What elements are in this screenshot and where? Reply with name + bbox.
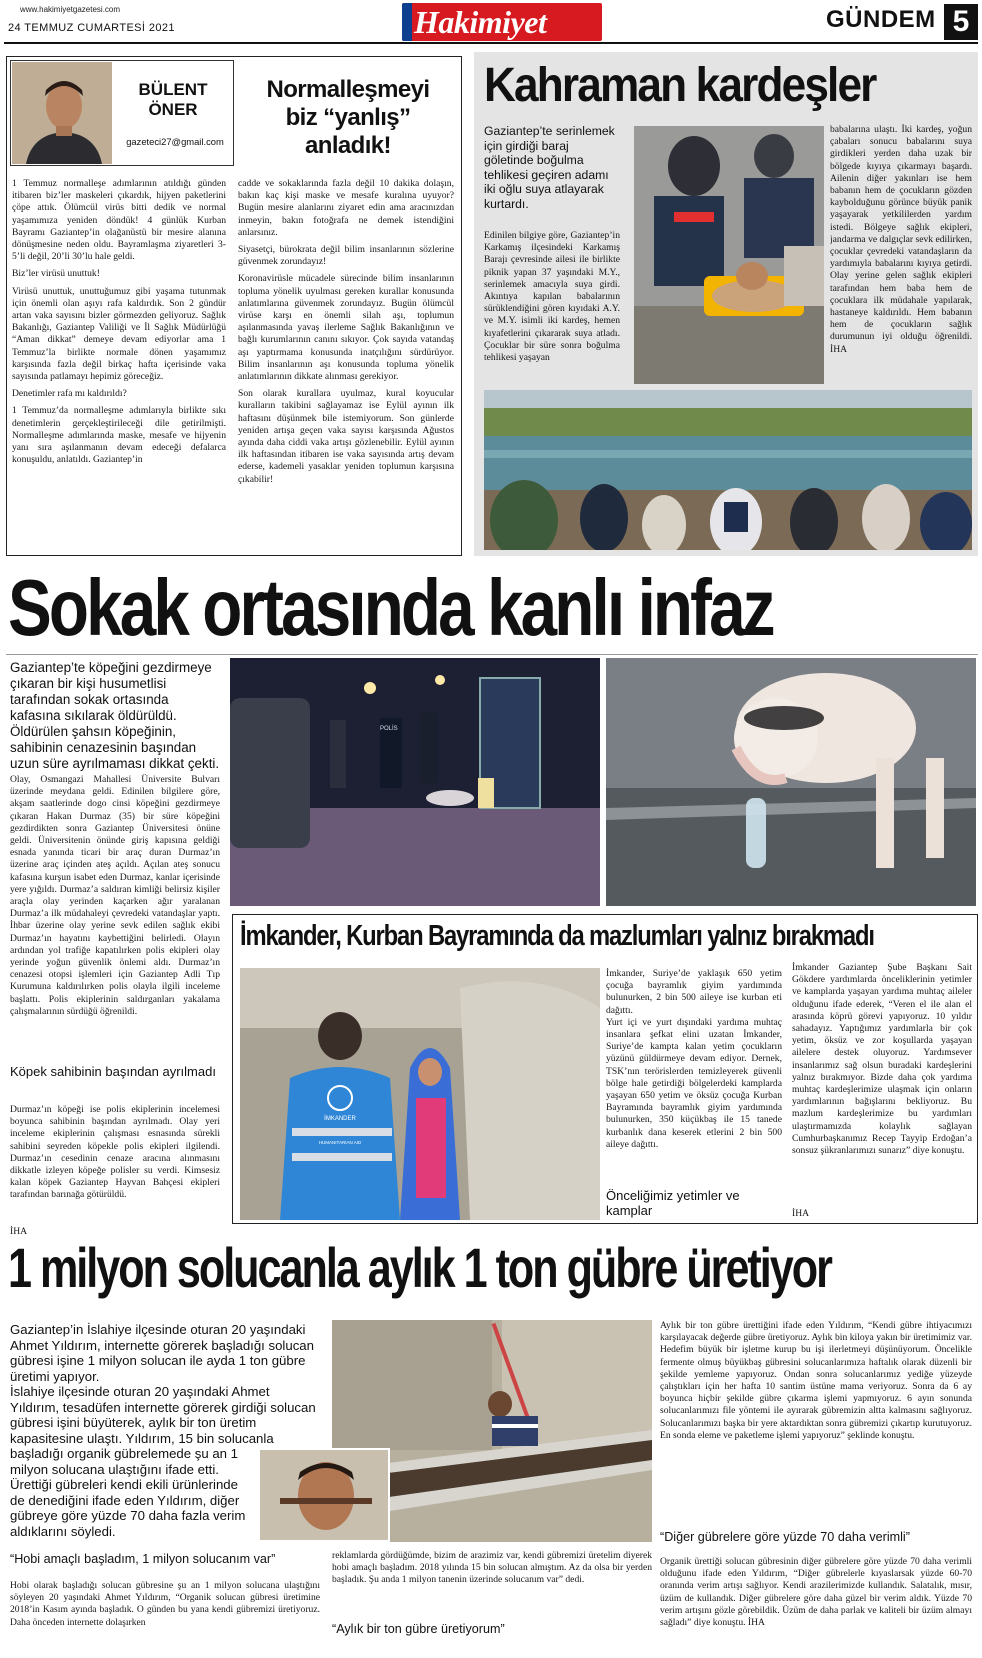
solucan-text-right2: Organik ürettiği solucan gübresinin diğer gübrelere göre yüzde 70 daha verimli olduğunu ifade eden Yıldırım, “Diğer gübrelerle kıyaslarsak yüzde 60-70 oranında verim artışı sağlıyor. Kendi arazilerimizde kullandık. Salatalık, mısır, üzüm de kullandık. Diğer gübrelere göre daha güzel bir verim aldık. Yüzde 70 verim artışını gözle görebildik. Üzüm de daha parlak ve kaliteli bir üzüm almayı sağladı” diye konuştu. İHA	[660, 1556, 972, 1629]
portrait-photo	[258, 1448, 390, 1542]
solucan-headline: 1 milyon solucanla aylık 1 ton gübre üretiyor	[8, 1236, 831, 1299]
column-text-right	[238, 178, 454, 552]
solucan-text-right1: Aylık bir ton gübre ürettiğini ifade eden Yıldırım, “Kendi gübre ihtiyacımızı karşılayacak değerde gübre üretiyoruz. Aylık bin kiloya yakın bir üretimimiz var. Hedefim büyük bir işletme kurup bu işi ilerletmeyi düşünüyorum. Öncelikle fermente olmuş büyükbaş gübresini solucanlarımıza haftalık olarak düzenli bir şekilde yemleme yapıyoruz. Ondan sonra solucanlarımız yediğe yüzeyde çalıştıkları için her hafta 10 santim üstüne mama veriyoruz. Sonra da 6 ay boyunca hiçbir şekilde gübre çıkarma işlemi yapmıyoruz. 6 ayın sonunda solucanlarımızı file yöntemi ile ayırarak gübremizin altta kalmasını sağlıyoruz. Solucanlarımızı başka bir yere aktardıktan sonra gübremizi çıkartıp kurutuyoruz. En sonda eleme ve paketleme işlemi yapıyoruz” şeklinde konuştu.	[660, 1320, 972, 1441]
solucan-subhead2: “Aylık bir ton gübre üretiyorum”	[332, 1622, 505, 1636]
imkander-headline: İmkander, Kurban Bayramında da mazlumları yalnız bırakmadı	[240, 920, 874, 952]
section-label: GÜNDEM	[826, 6, 936, 33]
imkander-paragraph: Yurt içi ve yurt dışındaki yardıma muhtaç insanlara şefkat elini uzatan İmkander, Suriye’de kampta kalan yetim çocukların yüzünü güldürmeye devam ediyor. Dernek, TSK’nın terörislerden temizleyerek güvenli bölge hale getirdiği bölgelerdeki kamplarda yaşayan 650 yetim ve öksüz çocuğa Kurban Bayramında bayramlık giyim yardımında bulunurken, 350 küçükbaş ile 15 tanede kurbanlık dana keserek etlerini 2 bin 500 aileye dağıttı.	[606, 1016, 782, 1150]
issue-date: 24 TEMMUZ CUMARTESİ 2021	[8, 22, 175, 34]
column-title-line3: anladık!	[305, 132, 391, 159]
kahraman-text-right: babalarına ulaştı. İki kardeş, yoğun çabaları sonucu babalarını suya girdikleri yerden daha uzak bir bölgede kıyıya çıkarmayı başardı. Ailenin diğer yakınları ise hem babanın hem de çocukların gözden kaybolduğunu görünce büyük panik yaşayarak yetkililerden yardım istedi. Bölgeye sağlık ekipleri, jandarma ve dalgıçlar sevk edilirken, çocuklar çevredeki vatandaşların da yardımıyla babalarını kıyıya getirdi. Olay yerine gelen sağlık ekipleri tarafından hem baba hem de çocuklara ilk müdahale yapılarak, hastaneye kaldırıldı. Hem babanın hem de çocukların sağlık durumunun iyi olduğu öğrenildi. İHA	[830, 124, 972, 355]
kahraman-lead: Gaziantep’te serinlemek için girdiği baraj göletinde boğulma tehlikesi geçiren adamı iki oğlu suya atlayarak kurtardı.	[484, 124, 615, 211]
crime-scene-photo	[230, 658, 600, 906]
column-paragraph: 1 Temmuz’da normalleşme adımlarıyla birlikte sıkı denetimlerin gerçekleştirileceği dile getirilmişti. Normalleşme adımlarında maske, mesafe ve hijyenin yanı sıra aşılanmanın devam edeceği defalarca konuşuldu, anlatıldı. Gaziantep’in	[12, 405, 226, 466]
logo-text: Hakimiyet	[414, 4, 547, 40]
column-subhead: Biz’ler virüsü unuttuk!	[12, 268, 100, 280]
author-email[interactable]: gazeteci27@gmail.com	[126, 136, 224, 147]
sokak-subhead: Köpek sahibinin başından ayrılmadı	[10, 1064, 216, 1079]
sokak-rule	[6, 654, 978, 655]
solucan-subhead3: “Diğer gübrelere göre yüzde 70 daha verimli”	[660, 1530, 910, 1544]
rescue-photo	[634, 126, 824, 384]
column-title-line1: Normalleşmeyi	[266, 76, 430, 103]
sokak-body2: Durmaz’ın köpeği ise polis ekiplerinin incelemesi boyunca sahibinin başından ayrılmadı. Olay yeri inceleme ekiplerinin çalışması esnasında sürekli sahibini seyreden köpekle polis ekipleri ilgilendi. Durmaz’ın cesedinin cenaze aracına alınmasını dikkatle izleyen köpeğe polisler su verdi. Kimsesiz kalan köpek Gaziantep Hayvan Bahçesi ekipleri tarafından barınağa götürüldü.	[10, 1104, 220, 1201]
imkander-photo	[240, 968, 600, 1220]
column-paragraph: cadde ve sokaklarında fazla değil 10 dakika dolaşın, bakın kaç kişi maske ve mesafe kuralına uyuyor? Bugün mesire alanlarını ziyaret edin ama aracınızdan inmeyin, bakın fotoğrafa ne demek istendiğini anlarsınız.	[238, 178, 454, 238]
imkander-text-right: İmkander Gaziantep Şube Başkanı Sait Gökdere yardımlarda önceliklerinin yetimler ve kamplarda yaşayan yardıma muhtaç aileler olduğunu ifade ederek, “Veren el ile alan el arasında köprü görevi yapıyoruz. 10 yıldır sahadayız. Yaptığımız yardımlarla bir çok yetim, öksüz ve zor koşullarda yaşayan ailelere destek oluyoruz. Yardımsever insanlarımız sağ olsun buradaki kardeşlerini yalnız bırakmıyor. Bizde daha çok yardıma muhtaç kardeşlerimize ulaşmak için onların yardımlarının bağışlarını bekliyoruz. Bu mazlum kardeşlerimize bu yardımları ulaştırmamızda kolaylık sağlayan Cumhurbaşkanımız Recep Tayyip Erdoğan’a sonsuz şükranlarımızı sunarız” diye konuştu.	[792, 962, 972, 1157]
column-subhead: Denetimler rafa mı kaldırıldı?	[12, 388, 127, 400]
column-paragraph: Virüsü unuttuk, unuttuğumuz gibi yaşama tutunmak için önemli olan aşıyı rafa kaldırdık. Son 2 gündür artan vaka sayısını bizler görmezden geliyoruz. Sağlık Bakanlığı, Gaziantep Valiliği ve İl Sağlık Müdürlüğü “Aman dikkat” demeye devam ediyorlar ama 1 Temmuz’la birlikte normale dönen yaşamımız karşısında fazla değil birkaç hafta içerisinde vaka sayısında patlamayı hepimiz göreceğiz.	[12, 285, 226, 383]
imkander-credit: İHA	[792, 1208, 810, 1219]
column-paragraph: 1 Temmuz normalleşe adımlarının atıldığı günden itibaren biz’ler maskeleri çıkardık, hijyen paketlerini çöpe attık. Ölümcül virüs bitti dedik ve normal yaşamımıza yeniden döndük! 4 günlük Kurban Bayramı Gaziantep’in olağanüstü bir mesire alanına dönüşmesine neden oldu. Bayramlaşma ziyaretleri 3-5’li değil, 20’li 30’lu hale geldi.	[12, 178, 226, 263]
solucan-lead2a: İslahiye ilçesinde oturan 20 yaşındaki Ahmet Yıldırım, tesadüfen internette görerek girdiği solucan gübresi işini büyüterek, aylık bir ton üretim kapasitesine ulaştı. Yıldırım, 15 bin solucanla	[10, 1384, 316, 1446]
page-number: 5	[952, 5, 970, 38]
vest-aid-text: HUMANITARIAN AID	[318, 1140, 362, 1145]
vest-logo-text: İMKANDER	[324, 1116, 356, 1122]
column-subhead: Siyasetçi, bürokrata değil bilim insanlarının sözlerine güvenmek zorundayız!	[238, 244, 454, 268]
kahraman-text-left: Edinilen bilgiye göre, Gaziantep’in Karkamış ilçesindeki Karkamış Barajı çevresinde ailesi ile birlikte piknik yapan 37 yaşındaki M.Y., serinlemek amacıyla suya girdi. Akıntıya kapılan babalarının sürüklendiğini gören kıyıdaki A.Y. ve M.Y. isimli iki kardeş, hemen kıyafetlerini çıkararak suya atladı. Çocuklar bir süre sonra boğulma tehlikesi yaşayan	[484, 230, 620, 364]
police-vest-label: POLİS	[380, 726, 398, 732]
author-last-name: ÖNER	[148, 100, 198, 119]
imkander-text-mid	[606, 968, 782, 1190]
column-title	[238, 76, 458, 160]
logo	[402, 3, 602, 41]
masthead-rule	[4, 42, 978, 44]
website-url: www.hakimiyetgazetesi.com	[20, 5, 121, 14]
sokak-headline: Sokak ortasında kanlı infaz	[8, 563, 773, 652]
solucan-lead2b: başladığı organik gübrelemede şu an 1 milyon solucana ulaştığını ifade etti. Ürettiği gübreleri kendi ekili ürünlerinde de denediğini ifade eden Yıldırım, diğer gübreye göre yüzde 70 daha fazla verim aldıklarını söyledi.	[10, 1446, 246, 1539]
sokak-body: Olay, Osmangazi Mahallesi Üniversite Bulvarı üzerinde meydana geldi. Edinilen bilgilere göre, akşam saatlerinde dogo cinsi köpeğini gezdirmeye çıkaran Hakan Durmaz (35) bir süre köpeğini gezdirdikten sonra Gaziantep Üniversitesi önüne geldi. Üniversitenin önünde giriş kapısına geldiği esnada yanında ticari bir araç duran Durmaz’ın üzerine araç içinden ateş açıldı. Açılan ateş sonucu kafasına kurşun isabet eden Durmaz, kanlar içerisinde yere yığıldı. Durmaz’a saldıran kimliği belirsiz kişiler araçla olay yerinden kaçarken ağır yaralanan Durmaz’a ilk müdahaleyi çevredeki vatandaşlar yaptı. İhbar üzerine olay yerine sevk edilen sağlık ekibi Durmaz’ın hayatını kaybettiğini belirledi. Olayın ardından yol trafiğe kapatılırken polis ekipleri olay yerinde yoğun güvenlik önlemi aldı. Durmaz’ın cenazesi otopsi işlemleri için Gaziantep Adli Tıp Kurumuna kaldırılırken polis olayla ilgili inceleme başlattı. Polis ekiplerinin saldırganları yakalama çalışmalarının sürdüğü öğrenildi.	[10, 774, 220, 1017]
sokak-credit: İHA	[10, 1226, 28, 1237]
imkander-paragraph: İmkander, Suriye’de yaklaşık 650 yetim çocuğa bayramlık giyim yardımında bulunurken, 2 bin 500 aileye ise kurban eti dağıttı.	[606, 968, 782, 1016]
river-photo	[484, 390, 972, 550]
column-paragraph: Son olarak kurallara uyulmaz, kural koyucular kuralların takibini sağlayamaz ise Eylül ayının ilk haftasını düşünmek bile istemiyorum. Son günlerde yeniden artışa geçen vaka sayısı karşısında Ağustos ayında daha ciddi vaka artışı gözlenebilir. Eylül ayının ilk haftasından itibaren ise vaka sayısında artış devam ederse, kademeli yasaklar yeniden toplumun karşısına çıkabilir!	[238, 388, 454, 485]
imkander-subhead: Önceliğimiz yetimler ve kamplar	[606, 1188, 740, 1218]
solucan-text-left: Hobi olarak başladığı solucan gübresine şu an 1 milyon solucana ulaştığını söyleyen 20 yaşındaki Ahmet Yıldırım, “Organik solucan gübresi üretimine 2018’in Kasım ayında başladık. O günden bu yana kendi gübremizi üretiyoruz. Daha önceden internette dolaşırken	[10, 1580, 320, 1628]
kahraman-headline: Kahraman kardeşler	[484, 59, 876, 112]
column-text-left	[12, 178, 226, 552]
page-number-box	[944, 4, 978, 40]
solucan-lead1: Gaziantep’in İslahiye ilçesinde oturan 20 yaşındaki Ahmet Yıldırım, internette görerek başladığı solucan gübresi işine 1 milyon solucan ile ayda 1 ton gübre üretimi yapıyor.	[10, 1322, 314, 1384]
author-first-name: BÜLENT	[138, 80, 208, 99]
dog-photo	[606, 658, 976, 906]
sokak-lead: Gaziantep’te köpeğini gezdirmeye çıkaran bir kişi husumetlisi tarafından sokak ortasında kafasına sıkılarak öldürüldü. Öldürülen şahsın köpeğinin, sahibinin cenazesinin başından uzun süre ayrılmaması dikkat çekti.	[10, 660, 220, 771]
solucan-subhead1: “Hobi amaçlı başladım, 1 milyon solucanım var”	[10, 1552, 276, 1566]
column-title-line2: biz “yanlış”	[285, 104, 411, 131]
column-paragraph: Koronavirüsle mücadele sürecinde bilim insanlarının topluma yönelik uyulması gereken kurallar konusunda anlatımlarına güvenmek zorundayız. Bugün ölümcül virüse karşı en önemli silah aşı, toplumun aşılanmasında yavaş ilerleme Sağlık Bakanlığının ve bağlı kurumlarının canını sıkıyor. Çok sayıda vatandaş aşı yaptırmama konusunda inatçılığını sürdürüyor. Bilim insanlarının aşı konusunda topluma yönelik anlatımlarının dikkate alınması gerekiyor.	[238, 273, 454, 383]
author-photo	[12, 62, 112, 164]
solucan-text-mid: reklamlarda gördüğümde, bizim de arazimiz var, kendi gübremizi üretelim diyerek hobi amaçlı başladım. 2018 yılında 15 bin solucan almıştım. Az da olsa bir yerden başladık. Şu anda 1 milyon tanenin üzerinde solucanım var” dedi.	[332, 1550, 652, 1586]
